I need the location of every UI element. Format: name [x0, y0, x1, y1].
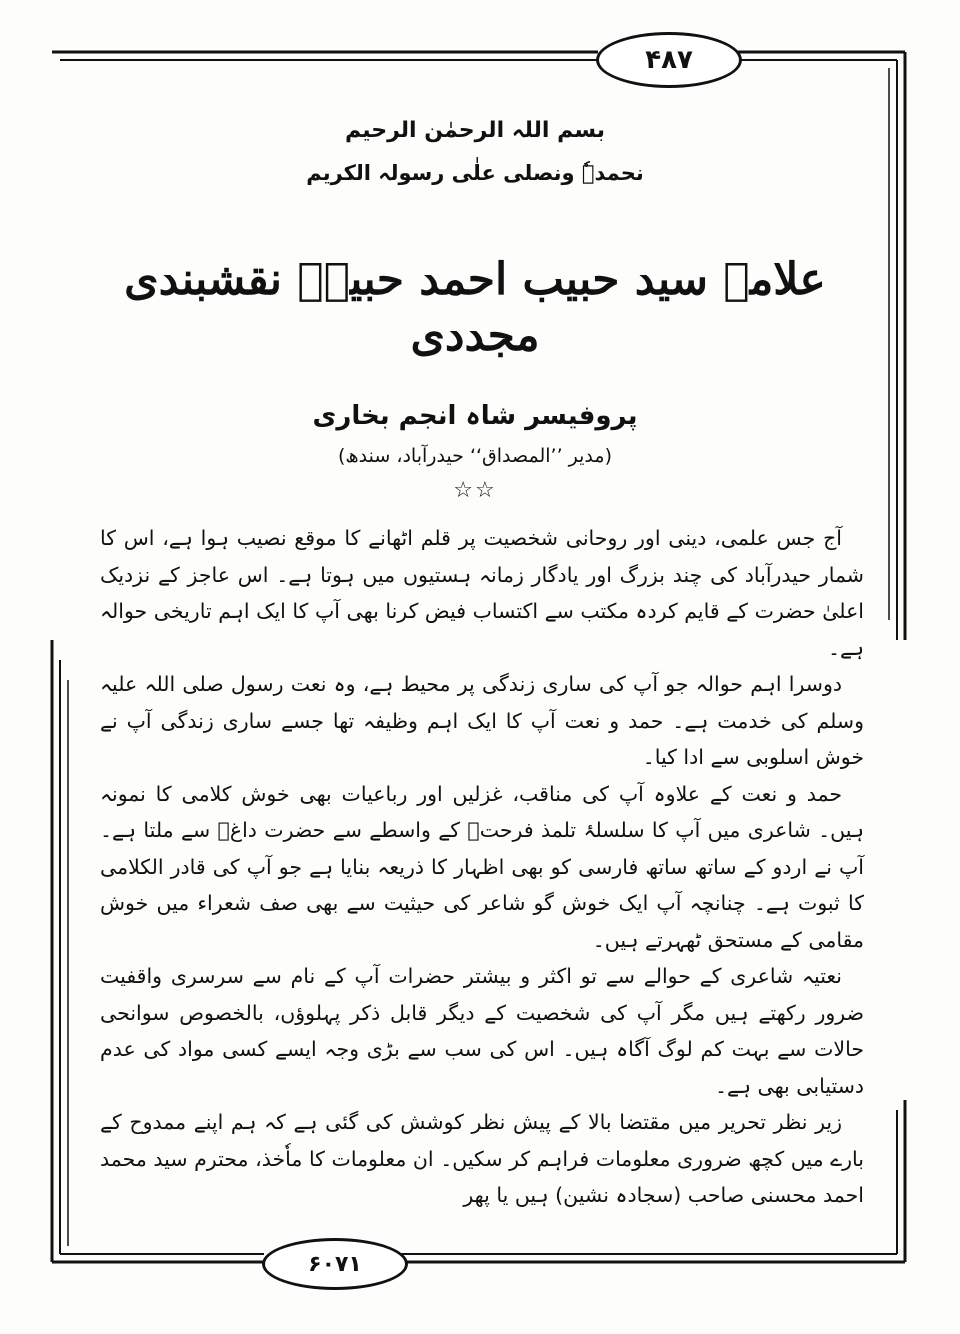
article-body	[100, 520, 864, 1214]
header-block	[80, 100, 870, 506]
paragraph-3: حمد و نعت کے علاوہ آپ کی مناقب، غزلیں اور رباعیات بھی خوش کلامی کا نمونہ ہیں۔ شاعری میں آپ کا سلسلۂ تلمذ فرحتؔ کے واسطے سے حضرت داغؔ سے ملتا ہے۔ آپ نے اردو کے ساتھ ساتھ فارسی کو بھی اظہار کا ذریعہ بنایا ہے جو آپ کی قادر الکلامی کا ثبوت ہے۔ چنانچہ آپ ایک خوش گو شاعر کی حیثیت سے بھی صف شعراء میں خوش مقامی کے مستحق ٹھہرتے ہیں۔	[100, 781, 864, 952]
bismillah-line: بسم اللہ الرحمٰن الرحیم	[344, 118, 605, 143]
page-number-top: ۴۸۷	[596, 32, 742, 88]
paragraph-2: دوسرا اہم حوالہ جو آپ کی ساری زندگی پر محیط ہے، وہ نعت رسول صلی اللہ علیہ وسلم کی خدمت ہے۔ حمد و نعت آپ کا ایک اہم وظیفہ تھا جسے ساری زندگی آپ نے خوش اسلوبی سے ادا کیا۔	[100, 672, 864, 769]
section-stars: ☆☆	[453, 478, 497, 503]
article-title: علامہ سید حبیب احمد حبیبؔ نقشبندی مجددی	[124, 254, 826, 361]
author-affiliation: (مدیر ’’المصداق‘‘ حیدرآباد، سندھ)	[337, 445, 612, 467]
paragraph-1: آج جس علمی، دینی اور روحانی شخصیت پر قلم اٹھانے کا موقع نصیب ہوا ہے، اس کا شمار حیدرآباد کی چند بزرگ اور یادگار زمانہ ہستیوں میں ہوتا ہے۔ اس عاجز کے نزدیک اعلیٰ حضرت کے قایم کردہ مکتب سے اکتساب فیض کرنا بھی آپ کا ایک اہم تاریخی حوالہ ہے۔	[100, 526, 864, 660]
paragraph-4: نعتیہ شاعری کے حوالے سے تو اکثر و بیشتر حضرات آپ کے نام سے سرسری واقفیت ضرور رکھتے ہیں مگر آپ کی شخصیت کے دیگر قابل ذکر پہلوؤں، بالخصوص سوانحی حالات سے بہت کم لوگ آگاہ ہیں۔ اس کی سب سے بڑی وجہ ایسے کسی مواد کی عدم دستیابی بھی ہے۔	[100, 964, 864, 1098]
salutation-line: نحمدہٗ ونصلی علٰی رسولہ الکریم	[306, 161, 644, 185]
author-name: پروفیسر شاہ انجم بخاری	[312, 401, 638, 431]
page-number-bottom: ۶۰۷۱	[262, 1238, 408, 1290]
paragraph-5: زیر نظر تحریر میں مقتضا بالا کے پیش نظر کوشش کی گئی ہے کہ ہم اپنے ممدوح کے بارے میں کچھ ضروری معلومات فراہم کر سکیں۔ ان معلومات کا ماٗخذ، محترم سید محمد احمد محسنی صاحب (سجادہ نشین) ہیں یا پھر	[100, 1110, 864, 1207]
